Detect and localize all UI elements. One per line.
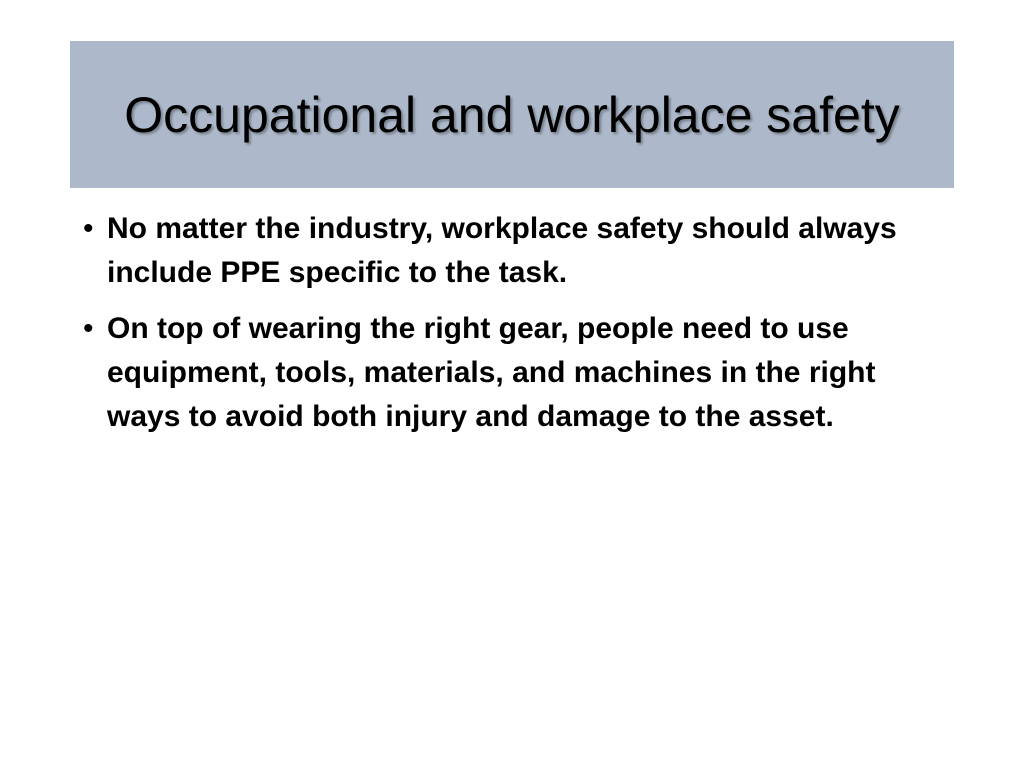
slide-body [80,207,950,451]
bullet-marker: • [83,312,94,345]
bullet-item [80,307,950,439]
slide-title: Occupational and workplace safety [124,86,900,143]
bullet-item [80,207,950,295]
bullet-list [80,207,950,439]
title-band [70,41,954,188]
bullet-text: On top of wearing the right gear, people need to use equipment, tools, materials, and machines in the right ways to avoid both injury and damage to the asset. [107,312,876,433]
bullet-text: No matter the industry, workplace safety should always include PPE specific to the task. [107,212,897,289]
bullet-marker: • [83,212,94,245]
